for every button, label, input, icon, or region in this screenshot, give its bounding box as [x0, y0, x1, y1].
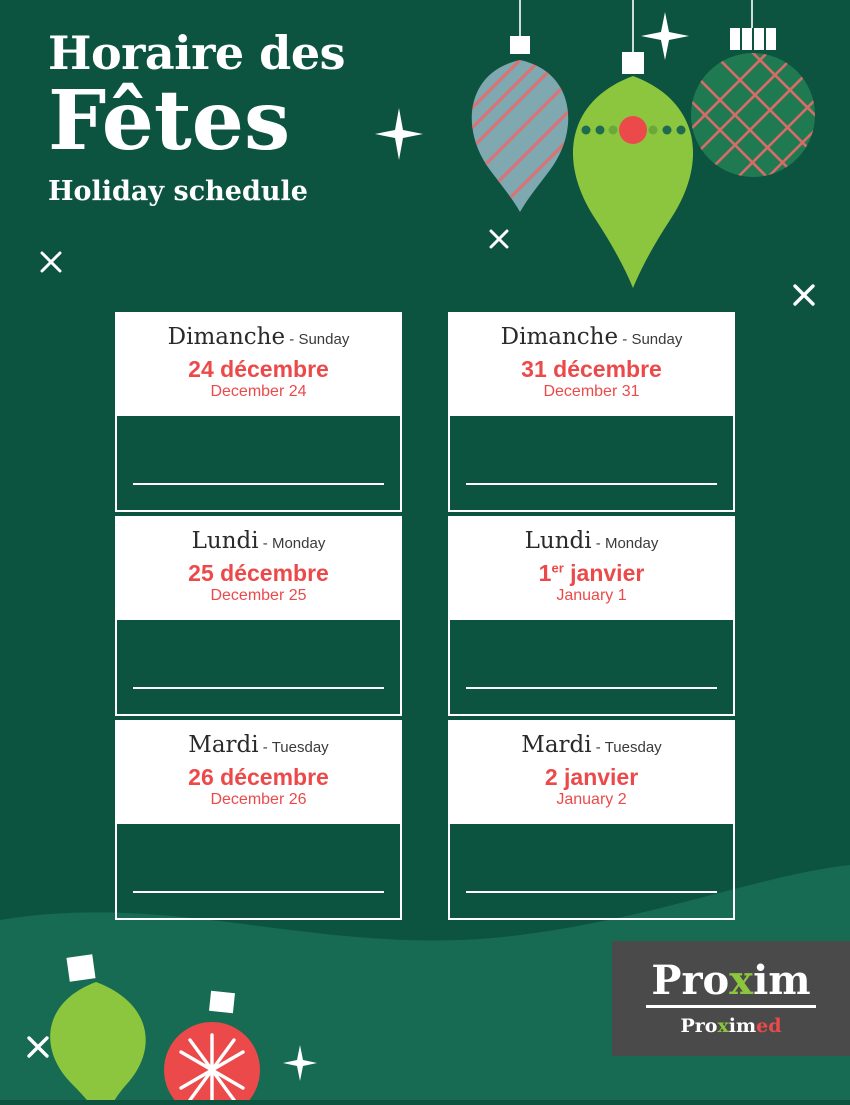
card-date-en: January 1: [556, 587, 627, 605]
sparkle-icon-bottom: [283, 1045, 317, 1086]
logo-x-accent: x: [729, 956, 754, 1004]
card-day-sep: -: [258, 739, 272, 756]
card-day-en: Monday: [604, 535, 659, 552]
write-line: [133, 891, 384, 893]
logo-underline: [646, 1005, 816, 1008]
card-date-fr: 26 décembre: [188, 764, 329, 790]
card-write-area[interactable]: [450, 416, 733, 510]
write-line: [466, 687, 717, 689]
card-header: [117, 314, 400, 416]
card-write-area[interactable]: [117, 824, 400, 918]
card-day-line: [127, 326, 390, 349]
write-line: [466, 483, 717, 485]
card-day-sep: -: [258, 535, 272, 552]
schedule-card: [115, 312, 402, 512]
card-day-sep: -: [591, 535, 605, 552]
card-write-area[interactable]: [450, 824, 733, 918]
card-date-en: January 2: [556, 791, 627, 809]
write-line: [133, 483, 384, 485]
card-day-fr: Lundi: [524, 528, 592, 554]
logo-sub-ed: ed: [756, 1014, 782, 1037]
card-header: [450, 722, 733, 824]
card-day-fr: Mardi: [521, 732, 592, 758]
card-header: [450, 518, 733, 620]
card-day-en: Monday: [271, 535, 326, 552]
card-date-fr: [460, 560, 723, 586]
schedule-card: [115, 720, 402, 920]
card-date-fr: 2 janvier: [544, 764, 639, 790]
ornament-round-lattice: [670, 15, 850, 200]
title-line-2: Fêtes: [48, 73, 291, 169]
schedule-card: [115, 516, 402, 716]
sparkle-icon-left: [375, 108, 423, 165]
logo-sub-x-accent: x: [717, 1014, 729, 1037]
cross-icon-3: [792, 283, 816, 312]
card-day-line: [127, 734, 390, 757]
cross-icon-1: [39, 250, 63, 279]
card-date-fr: 31 décembre: [521, 356, 662, 382]
card-write-area[interactable]: [117, 620, 400, 714]
hanging-ornaments-group: [380, 0, 850, 300]
page-header: [48, 26, 346, 208]
ornament-green-bottom: [50, 954, 146, 1100]
schedule-card: [448, 312, 735, 512]
cross-icon-2: [488, 228, 510, 255]
title-line-1: Horaire des: [48, 26, 346, 80]
logo-subbrand: [680, 1015, 781, 1037]
card-day-sep: -: [618, 331, 632, 348]
card-day-en: Sunday: [631, 331, 683, 348]
card-day-sep: -: [285, 331, 299, 348]
brand-logo: [612, 941, 850, 1056]
card-write-area[interactable]: [450, 620, 733, 714]
cross-icon-4: [26, 1035, 50, 1064]
card-day-fr: Mardi: [188, 732, 259, 758]
card-day-line: [127, 530, 390, 553]
write-line: [133, 687, 384, 689]
card-day-line: [460, 530, 723, 553]
sparkle-icon: [641, 12, 689, 60]
card-day-en: Tuesday: [271, 739, 329, 756]
card-date-ordinal: er: [551, 560, 564, 576]
card-header: [450, 314, 733, 416]
logo-wordmark: [651, 956, 811, 1004]
card-day-fr: Dimanche: [167, 324, 286, 350]
card-date-en: December 26: [210, 791, 307, 809]
card-day-en: Tuesday: [604, 739, 662, 756]
logo-sub-part-1: Pro: [680, 1014, 718, 1037]
card-day-line: [460, 734, 723, 757]
card-date-day-number: 1: [538, 560, 552, 586]
card-date-en: December 31: [543, 383, 640, 401]
card-day-fr: Dimanche: [500, 324, 619, 350]
card-day-fr: Lundi: [191, 528, 259, 554]
logo-part-1: Pro: [651, 956, 730, 1004]
card-header: [117, 518, 400, 620]
card-date-month: janvier: [563, 560, 645, 586]
card-write-area[interactable]: [117, 416, 400, 510]
card-header: [117, 722, 400, 824]
page-subtitle: Holiday schedule: [48, 176, 308, 208]
ornament-red-snowflake: [164, 991, 260, 1100]
schedule-card: [448, 516, 735, 716]
schedule-card: [448, 720, 735, 920]
logo-part-2: im: [753, 956, 811, 1004]
card-day-line: [460, 326, 723, 349]
card-day-sep: -: [591, 739, 605, 756]
logo-sub-part-2: im: [728, 1014, 757, 1037]
card-date-en: December 24: [210, 383, 307, 401]
ornament-green-center: [573, 52, 693, 288]
card-date-fr: 25 décembre: [188, 560, 329, 586]
card-day-en: Sunday: [298, 331, 350, 348]
write-line: [466, 891, 717, 893]
card-date-en: December 25: [210, 587, 307, 605]
card-date-fr: 24 décembre: [188, 356, 329, 382]
